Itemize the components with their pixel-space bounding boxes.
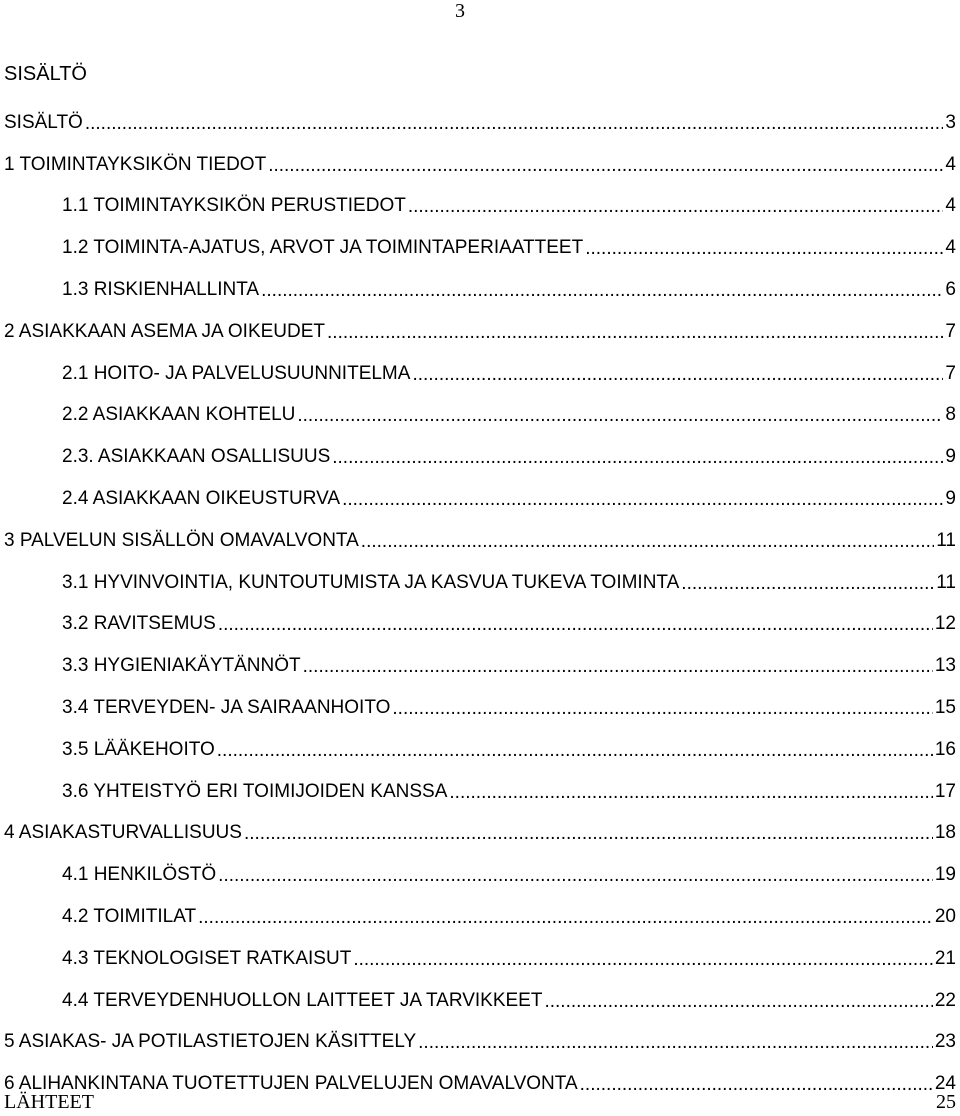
- toc-entry-page: 12: [934, 613, 956, 635]
- toc-entry-page: 22: [934, 989, 956, 1011]
- dot-leader: [332, 447, 943, 469]
- toc-entry-label: 3.6 YHTEISTYÖ ERI TOIMIJOIDEN KANSSA: [62, 780, 448, 802]
- toc-entry[interactable]: [0, 562, 960, 604]
- toc-entry-page: 18: [934, 822, 956, 844]
- toc-entry-page: 9: [945, 488, 956, 510]
- toc-entry-page: 4: [945, 195, 956, 217]
- toc-entry-lahteet[interactable]: [4, 1090, 956, 1114]
- dot-leader: [303, 656, 933, 678]
- toc-entry-page: 7: [945, 320, 956, 342]
- toc-heading: SISÄLTÖ: [4, 63, 87, 85]
- toc-entry-page: 19: [934, 864, 956, 886]
- toc-entry-label: 5 ASIAKAS- JA POTILASTIETOJEN KÄSITTELY: [4, 1031, 417, 1053]
- toc-entry-label: 2 ASIAKKAAN ASEMA JA OIKEUDET: [4, 320, 326, 342]
- toc-entry-label: 1.3 RISKIENHALLINTA: [62, 279, 260, 301]
- dot-leader: [297, 405, 943, 427]
- toc-entry-page: 23: [934, 1031, 956, 1053]
- toc-entry[interactable]: [0, 896, 960, 938]
- table-of-contents: [0, 102, 960, 1105]
- toc-entry-page: 11: [936, 571, 956, 593]
- toc-entry-label: 3.3 HYGIENIAKÄYTÄNNÖT: [62, 655, 301, 677]
- toc-entry-label: 4.4 TERVEYDENHUOLLON LAITTEET JA TARVIKKEET: [62, 989, 543, 1011]
- toc-entry-page: 20: [934, 906, 956, 928]
- toc-entry-label: 3.1 HYVINVOINTIA, KUNTOUTUMISTA JA KASVUA TUKEVA TOIMINTA: [62, 571, 680, 593]
- toc-entry-page: 15: [934, 697, 956, 719]
- toc-entry[interactable]: [0, 478, 960, 520]
- toc-entry[interactable]: [0, 980, 960, 1022]
- dot-leader: [85, 113, 944, 135]
- toc-entry-label: 3 PALVELUN SISÄLLÖN OMAVALVONTA: [4, 529, 359, 551]
- toc-entry-page: 9: [945, 446, 956, 468]
- toc-entry[interactable]: [0, 436, 960, 478]
- toc-entry-page: 4: [945, 237, 956, 259]
- dot-leader: [449, 782, 932, 804]
- toc-entry[interactable]: [0, 813, 960, 855]
- toc-entry-label: SISÄLTÖ: [4, 111, 83, 133]
- toc-entry[interactable]: [0, 645, 960, 687]
- toc-entry-page: 8: [945, 404, 956, 426]
- toc-entry-label: 1.1 TOIMINTAYKSIKÖN PERUSTIEDOT: [62, 195, 406, 217]
- toc-entry-page: 25: [936, 1091, 956, 1113]
- dot-leader: [268, 155, 943, 177]
- toc-entry[interactable]: [0, 1022, 960, 1064]
- toc-entry[interactable]: [0, 771, 960, 813]
- toc-entry[interactable]: [0, 269, 960, 311]
- dot-leader: [244, 823, 933, 845]
- toc-entry[interactable]: [0, 687, 960, 729]
- dot-leader: [217, 740, 933, 762]
- dot-leader: [585, 238, 943, 260]
- toc-entry-label: 3.5 LÄÄKEHOITO: [62, 738, 215, 760]
- dot-leader: [353, 949, 933, 971]
- toc-entry-page: 3: [945, 111, 956, 133]
- toc-entry-label: LÄHTEET: [4, 1091, 94, 1113]
- toc-entry-label: 2.3. ASIAKKAAN OSALLISUUS: [62, 446, 331, 468]
- toc-entry[interactable]: [0, 854, 960, 896]
- toc-entry-label: 1.2 TOIMINTA-AJATUS, ARVOT JA TOIMINTAPERIAATTEET: [62, 237, 584, 259]
- dot-leader: [218, 614, 933, 636]
- toc-entry[interactable]: [0, 311, 960, 353]
- dot-leader: [198, 907, 933, 929]
- toc-entry[interactable]: [0, 729, 960, 771]
- toc-entry[interactable]: [0, 186, 960, 228]
- toc-entry-label: 2.2 ASIAKKAAN KOHTELU: [62, 404, 296, 426]
- dot-leader: [327, 322, 943, 344]
- toc-entry-page: 16: [934, 738, 956, 760]
- toc-entry-label: 4.3 TEKNOLOGISET RATKAISUT: [62, 947, 352, 969]
- dot-leader: [418, 1032, 933, 1054]
- toc-entry-page: 24: [934, 1073, 956, 1095]
- toc-entry[interactable]: [0, 520, 960, 562]
- dot-leader: [342, 489, 943, 511]
- toc-entry-page: 21: [934, 947, 956, 969]
- toc-entry[interactable]: [0, 395, 960, 437]
- dot-leader: [681, 573, 934, 595]
- toc-entry-label: 3.4 TERVEYDEN- JA SAIRAANHOITO: [62, 697, 391, 719]
- toc-entry-page: 7: [945, 362, 956, 384]
- toc-entry-page: 4: [945, 153, 956, 175]
- toc-entry[interactable]: [0, 604, 960, 646]
- toc-entry-label: 2.1 HOITO- JA PALVELUSUUNNITELMA: [62, 362, 411, 384]
- dot-leader: [361, 531, 934, 553]
- toc-entry[interactable]: [0, 938, 960, 980]
- dot-leader: [544, 991, 932, 1013]
- dot-leader: [261, 280, 943, 302]
- toc-entry[interactable]: [0, 102, 960, 144]
- toc-entry-label: 1 TOIMINTAYKSIKÖN TIEDOT: [4, 153, 267, 175]
- page-number: 3: [455, 0, 465, 22]
- dot-leader: [392, 698, 932, 720]
- toc-entry-label: 4.1 HENKILÖSTÖ: [62, 864, 217, 886]
- dot-leader: [218, 865, 933, 887]
- toc-entry[interactable]: [0, 144, 960, 186]
- toc-entry-label: 3.2 RAVITSEMUS: [62, 613, 216, 635]
- toc-entry-page: 13: [934, 655, 956, 677]
- toc-entry-label: 4 ASIAKASTURVALLISUUS: [4, 822, 242, 844]
- toc-entry-label: 2.4 ASIAKKAAN OIKEUSTURVA: [62, 488, 341, 510]
- toc-entry-label: 6 ALIHANKINTANA TUOTETTUJEN PALVELUJEN OMAVALVONTA: [4, 1073, 578, 1095]
- toc-entry-page: 17: [934, 780, 956, 802]
- toc-entry-page: 6: [945, 279, 956, 301]
- toc-entry-label: 4.2 TOIMITILAT: [62, 906, 197, 928]
- dot-leader: [408, 196, 944, 218]
- dot-leader: [412, 364, 943, 386]
- toc-entry[interactable]: [0, 353, 960, 395]
- toc-entry[interactable]: [0, 227, 960, 269]
- toc-entry-page: 11: [936, 529, 956, 551]
